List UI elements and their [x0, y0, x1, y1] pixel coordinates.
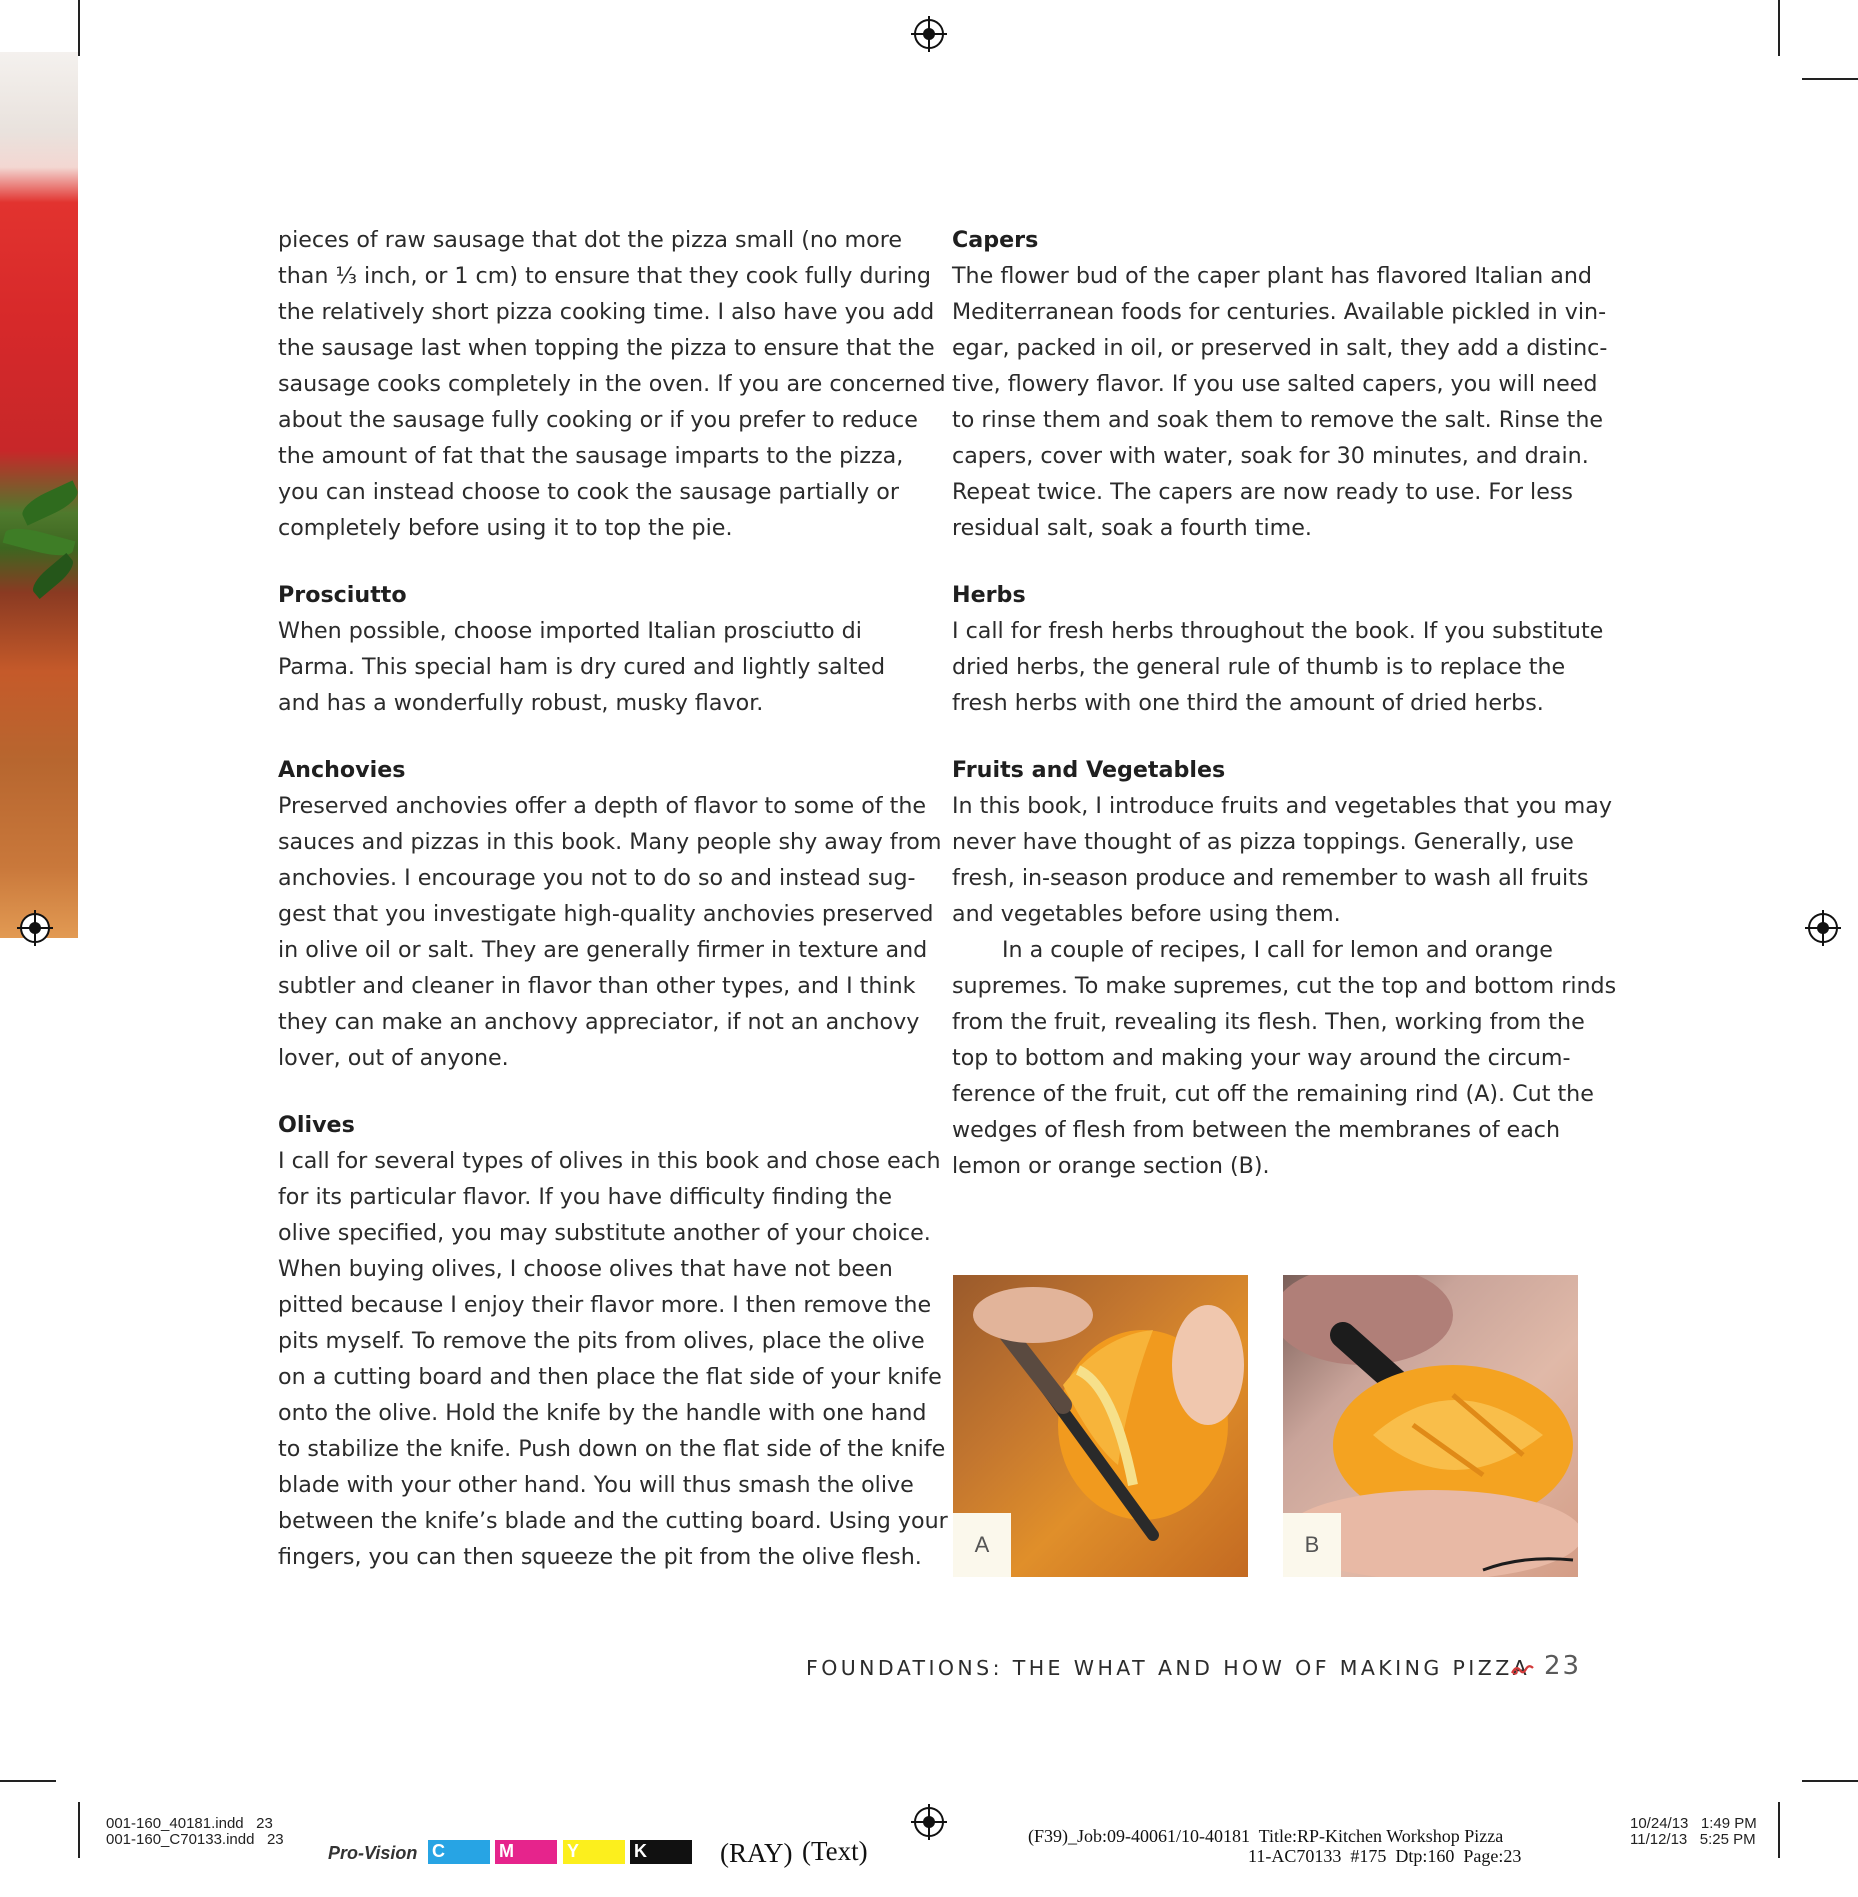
left-column	[278, 222, 948, 1575]
fruits-heading: Fruits and Vegetables	[952, 757, 1226, 783]
registration-mark-icon	[20, 913, 50, 943]
photo-orange-rind-cut	[953, 1275, 1248, 1577]
fruits-paragraph: In this book, I introduce fruits and vegetables that you may never have thought of as pizza toppings. Generally, use fresh, in-season produce and remember to wash all fruits and vegetables before using them.	[952, 793, 1613, 927]
slug-file1: 001-160_40181.indd 23	[106, 1815, 273, 1832]
crop-mark	[0, 1780, 56, 1782]
slug-job-line2: 11-AC70133 #175 Dtp:160 Page:23	[1248, 1846, 1522, 1866]
olives-heading: Olives	[278, 1112, 355, 1138]
anchovies-heading: Anchovies	[278, 757, 406, 783]
slug-date2: 11/12/13 5:25 PM	[1630, 1831, 1756, 1848]
swatch-cyan: C	[428, 1840, 490, 1864]
swatch-yellow: Y	[563, 1840, 625, 1864]
slug-ray: (RAY)	[720, 1838, 793, 1868]
swatch-magenta: M	[495, 1840, 557, 1864]
slug-text: (Text)	[802, 1836, 868, 1866]
crop-mark	[1778, 0, 1780, 56]
prosciutto-paragraph: When possible, choose imported Italian prosciutto di Parma. This special ham is dry cured and lightly salted and has a wonderfully robust, musky flavor.	[278, 618, 886, 716]
slug-proofer: Pro-Vision	[328, 1843, 418, 1863]
intro-paragraph: pieces of raw sausage that dot the pizza small (no more than ⅓ inch, or 1 cm) to ensure that they cook fully during the relatively short pizza cooking time. I also have you add the sausage last when topping the pizza to ensure that the sausage cooks completely in the oven. If you are concerned about the sausage fully cooking or if you prefer to reduce the amount of fat that the sausage imparts to the pizza, you can instead choose to cook the sausage partially or completely before using it to top the pie.	[278, 227, 946, 541]
crop-mark	[78, 0, 80, 56]
bleed-photo-strip	[0, 52, 78, 938]
anchovies-paragraph: Preserved anchovies offer a depth of flavor to some of the sauces and pizzas in this book. Many people shy away from anchovies. I encourage you not to do so and instead sug- gest that you investigate high-quality anchovies preserved in olive oil or salt. They are generally firmer in texture and subtler and cleaner in flavor than other types, and I think they can make an anchovy appreciator, if not an anchovy lover, out of anyone.	[278, 793, 942, 1071]
running-footer-title: FOUNDATIONS: THE WHAT AND HOW OF MAKING PIZZA	[806, 1656, 1531, 1680]
herbs-paragraph: I call for fresh herbs throughout the book. If you substitute dried herbs, the general rule of thumb is to replace the fresh herbs with one third the amount of dried herbs.	[952, 618, 1604, 716]
prosciutto-heading: Prosciutto	[278, 582, 407, 608]
olives-paragraph: I call for several types of olives in this book and chose each for its particular flavor. If you have difficulty finding the olive specified, you may substitute another of your choice. When buying olives, I choose olives that have not been pitted because I enjoy their flavor more. I then remove the pits myself. To remove the pits from olives, place the olive on a cutting board and then place the flat side of your knife onto the olive. Hold the knife by the handle with one hand to stabilize the knife. Push down on the flat side of the knife blade with your other hand. You will thus smash the olive between the knife’s blade and the cutting board. Using your fingers, you can then squeeze the pit from the olive flesh.	[278, 1148, 948, 1570]
slug-file2: 001-160_C70133.indd 23	[106, 1831, 284, 1848]
registration-mark-icon	[914, 19, 944, 49]
crop-mark	[1802, 78, 1858, 80]
capers-paragraph: The flower bud of the caper plant has flavored Italian and Mediterranean foods for centuries. Available pickled in vin- egar, packed in oil, or preserved in salt, they add a distinc- tive, flowery flavor. If you use salted capers, you will need to rinse them and soak them to remove the salt. Rinse the capers, cover with water, soak for 30 minutes, and drain. Repeat twice. The capers are now ready to use. For less residual salt, soak a fourth time.	[952, 263, 1608, 541]
registration-mark-icon	[914, 1807, 944, 1837]
crop-mark	[78, 1802, 80, 1858]
right-column	[952, 222, 1617, 1184]
registration-mark-icon	[1808, 913, 1838, 943]
capers-heading: Capers	[952, 227, 1039, 253]
photo-orange-supreme-wedges	[1283, 1275, 1578, 1577]
swatch-black: K	[630, 1840, 692, 1864]
crop-mark	[1802, 1780, 1858, 1782]
swirl-ornament-icon	[1510, 1662, 1536, 1681]
slug-date1: 10/24/13 1:49 PM	[1630, 1815, 1757, 1832]
herbs-heading: Herbs	[952, 582, 1026, 608]
slug-job-line: (F39)_Job:09-40061/10-40181 Title:RP-Kitchen Workshop Pizza	[1028, 1826, 1504, 1846]
supremes-paragraph: In a couple of recipes, I call for lemon and orange supremes. To make supremes, cut the top and bottom rinds from the fruit, revealing its flesh. Then, working from the top to bottom and making your way around the circum- ference of the fruit, cut off the remaining rind (A). Cut the wedges of flesh from between the membranes of each lemon or orange section (B).	[952, 937, 1617, 1179]
crop-mark	[1778, 1802, 1780, 1858]
photo-a-label: A	[953, 1513, 1011, 1577]
page-number: 23	[1544, 1651, 1582, 1681]
photo-b-label: B	[1283, 1513, 1341, 1577]
